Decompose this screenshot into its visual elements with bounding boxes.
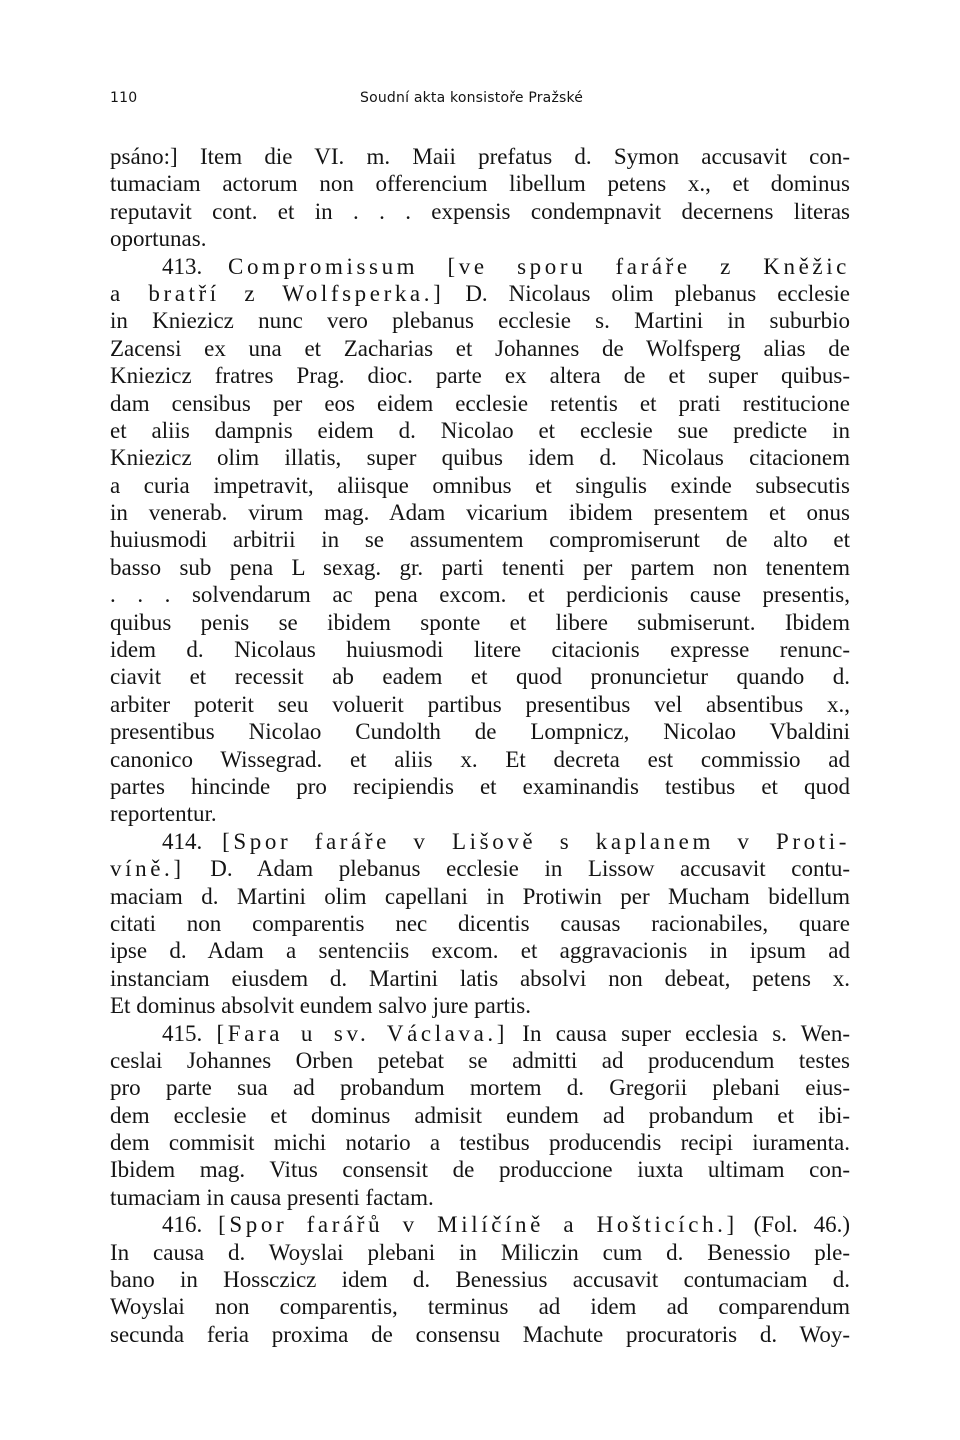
text-span: dam censibus per eos eidem ecclesie retentis et prati restitucione <box>110 390 850 416</box>
text-line <box>110 225 850 252</box>
text-span: in venerab. virum mag. Adam vicarium ibidem presentem et onus <box>110 500 850 526</box>
entry-number: 414. <box>162 828 223 854</box>
text-line <box>110 718 850 745</box>
text-line <box>110 335 850 362</box>
text-line <box>110 1156 850 1183</box>
text-span: dem commisit michi notario a testibus producendis recipi iuramenta. <box>110 1130 850 1156</box>
text-line <box>110 773 850 800</box>
text-span: idem d. Nicolaus huiusmodi litere citacionis expresse renunc- <box>110 637 850 663</box>
text-line <box>110 965 850 992</box>
text-span: In causa d. Woyslai plebani in Miliczin cum d. Benessio ple- <box>110 1239 850 1265</box>
text-span: ipse d. Adam a sentenciis excom. et aggravacionis in ipsum ad <box>110 938 850 964</box>
text-span: D. Nicolaus olim plebanus ecclesie <box>444 280 850 306</box>
text-line <box>110 1129 850 1156</box>
entry-heading-line <box>110 828 850 855</box>
text-span: In causa super ecclesia s. Wen- <box>508 1020 850 1046</box>
text-span: tumaciam actorum non offerencium libellum petens x., et dominus <box>110 171 850 197</box>
entry-heading-line <box>110 1211 850 1238</box>
text-line <box>110 1293 850 1320</box>
text-span: instanciam eiusdem d. Martini latis absolvi non debeat, petens x. <box>110 965 850 991</box>
text-line <box>110 143 850 170</box>
entry-number: 413. <box>162 253 229 279</box>
text-span: D. Adam plebanus ecclesie in Lissow accusavit contu- <box>184 856 850 882</box>
text-span: Kniezicz fratres Prag. dioc. parte ex altera de et super quibus- <box>110 363 850 389</box>
folio-reference: (Fol. 46.) <box>737 1212 850 1238</box>
text-line <box>110 746 850 773</box>
text-span: partes hincinde pro recipiendis et examinandis testibus et quod <box>110 773 850 799</box>
text-span: pro parte sua ad probandum mortem d. Gregorii plebani eius- <box>110 1075 850 1101</box>
entry-heading-line <box>110 1020 850 1047</box>
text-span: oportunas. <box>110 226 207 252</box>
entry-title: a bratří z Wolfsperka.] <box>110 280 445 306</box>
text-line <box>110 307 850 334</box>
text-line <box>110 800 850 827</box>
text-span: presentibus Nicolao Cundolth de Lompnicz, Nicolao Vbaldini <box>110 719 850 745</box>
text-line <box>110 444 850 471</box>
entry-heading-line <box>110 253 850 280</box>
text-span: Kniezicz olim illatis, super quibus idem d. Nicolaus citacionem <box>110 445 850 471</box>
text-line <box>110 581 850 608</box>
text-span: secunda feria proxima de consensu Machute procuratoris d. Woy- <box>110 1321 850 1347</box>
entry-number: 416. <box>162 1212 219 1238</box>
text-line <box>110 636 850 663</box>
text-line <box>110 609 850 636</box>
text-line <box>110 526 850 553</box>
text-span: maciam d. Martini olim capellani in Protiwin per Mucham bidellum <box>110 883 850 909</box>
text-span: Zacensi ex una et Zacharias et Johannes de Wolfsperg alias de <box>110 335 850 361</box>
text-span: reputavit cont. et in . . . expensis condempnavit decernens literas <box>110 198 850 224</box>
text-span: dem ecclesie et dominus admisit eundem ad probandum et ibi- <box>110 1102 850 1128</box>
text-line <box>110 937 850 964</box>
text-span: psáno:] Item die VI. m. Maii prefatus d. Symon accusavit con- <box>110 144 850 169</box>
text-line <box>110 1266 850 1293</box>
text-line <box>110 691 850 718</box>
text-line <box>110 280 850 307</box>
text-span: Woyslai non comparentis, terminus ad idem ad comparendum <box>110 1294 850 1320</box>
entry-title: [Spor faráře v Lišově s kaplanem v Proti- <box>222 828 850 854</box>
text-line <box>110 910 850 937</box>
body-text <box>110 143 850 1348</box>
text-span: a curia impetravit, aliisque omnibus et singulis exinde subsecutis <box>110 472 850 498</box>
text-span: reportentur. <box>110 801 217 827</box>
text-span: canonico Wissegrad. et aliis x. Et decreta est commissio ad <box>110 746 850 772</box>
text-line <box>110 472 850 499</box>
text-line <box>110 499 850 526</box>
entry-title: [Fara u sv. Václava.] <box>216 1020 509 1046</box>
text-line <box>110 554 850 581</box>
entry-title: [Spor farářů v Milíčíně a Hošticích.] <box>218 1212 738 1238</box>
text-line <box>110 1102 850 1129</box>
page-number: 110 <box>110 90 138 106</box>
text-span: ciavit et recessit ab eadem et quod pronuncietur quando d. <box>110 664 850 690</box>
text-line <box>110 1047 850 1074</box>
text-line <box>110 1239 850 1266</box>
entry-number: 415. <box>162 1020 217 1046</box>
text-span: arbiter poterit seu voluerit partibus presentibus vel absentibus x., <box>110 691 850 717</box>
text-line <box>110 417 850 444</box>
text-line <box>110 855 850 882</box>
text-line <box>110 170 850 197</box>
entry-title: Compromissum [ve sporu faráře z Kněžic <box>228 253 850 279</box>
entry-title: víně.] <box>110 856 185 882</box>
text-span: tumaciam in causa presenti factam. <box>110 1184 434 1210</box>
text-span: bano in Hossczicz idem d. Benessius accusavit contumaciam d. <box>110 1267 850 1293</box>
text-span: . . . solvendarum ac pena excom. et perdicionis cause presentis, <box>110 582 850 608</box>
text-line <box>110 390 850 417</box>
text-line <box>110 362 850 389</box>
text-line <box>110 663 850 690</box>
running-title: Soudní akta konsistoře Pražské <box>360 90 584 106</box>
text-line <box>110 198 850 225</box>
text-span: Et dominus absolvit eundem salvo jure partis. <box>110 993 531 1019</box>
text-span: basso sub pena L sexag. gr. parti tenenti per partem non tenentem <box>110 554 850 580</box>
text-line <box>110 992 850 1019</box>
text-span: quibus penis se ibidem sponte et libere submiserunt. Ibidem <box>110 609 850 635</box>
text-span: huiusmodi arbitrii in se assumentem compromiserunt de alto et <box>110 527 850 553</box>
text-span: citati non comparentis nec dicentis causas racionabiles, quare <box>110 910 850 936</box>
text-span: ceslai Johannes Orben petebat se admitti ad producendum testes <box>110 1047 850 1073</box>
text-line <box>110 1074 850 1101</box>
running-head <box>110 90 850 114</box>
text-line <box>110 1184 850 1211</box>
text-line <box>110 1321 850 1348</box>
text-span: in Kniezicz nunc vero plebanus ecclesie s. Martini in suburbio <box>110 308 850 334</box>
text-span: Ibidem mag. Vitus consensit de produccione iuxta ultimam con- <box>110 1157 850 1183</box>
text-span: et aliis dampnis eidem d. Nicolao et ecclesie sue predicte in <box>110 417 850 443</box>
text-line <box>110 883 850 910</box>
